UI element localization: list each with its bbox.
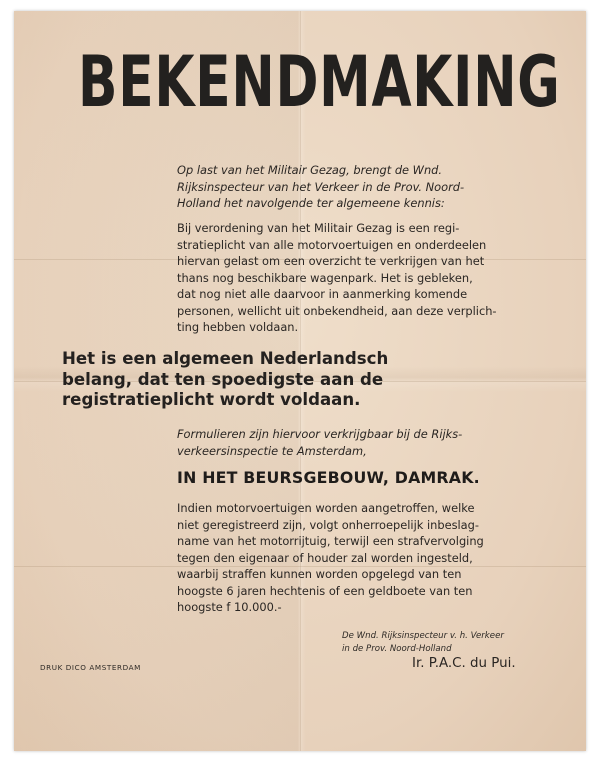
penalty-line: hoogste f 10.000.- [177, 600, 282, 614]
penalty-line: Indien motorvoertuigen worden aangetroffen, welke [177, 501, 475, 515]
regulation-line: Bij verordening van het Militair Gezag is een regi- [177, 221, 460, 235]
regulation-line: thans nog beschikbare wagenpark. Het is gebleken, [177, 270, 473, 285]
regulation-line: dat nog niet alle daarvoor in aanmerking komende [177, 287, 468, 301]
emphasis-line: Het is een algemeen Nederlandsch [62, 349, 389, 368]
regulation-line: ting hebben voldaan. [177, 320, 299, 334]
forms-line: Formulieren zijn hiervoor verkrijgbaar bij de Rijks- [177, 427, 463, 441]
penalty-line: tegen den eigenaar of houder zal worden ingesteld, [177, 550, 473, 565]
regulation-line: hiervan gelast om een overzicht te verkrijgen van het [177, 254, 485, 268]
poster-title: BEKENDMAKING [78, 41, 561, 123]
signatory-title-line: De Wnd. Rijksinspecteur v. h. Verkeer [342, 631, 504, 641]
emphasis-line: registratieplicht wordt voldaan. [62, 390, 361, 409]
signatory-title-line: in de Prov. Noord-Holland [342, 644, 452, 654]
forms-paragraph [177, 426, 527, 459]
regulation-line: stratieplicht van alle motorvoertuigen en onderdeelen [177, 237, 487, 252]
intro-line: Op last van het Militair Gezag, brengt de Wnd. [177, 163, 443, 177]
location-heading: IN HET BEURSGEBOUW, DAMRAK. [177, 468, 480, 487]
printer-credit: DRUK DICO AMSTERDAM [40, 663, 141, 672]
signatory-name: Ir. P.A.C. du Pui. [412, 656, 516, 671]
regulation-paragraph [177, 220, 527, 336]
penalty-line: hoogste 6 jaren hechtenis of een geldboete van ten [177, 583, 473, 598]
intro-line: Holland het navolgende ter algemeene kennis: [177, 196, 445, 210]
emphasis-statement [62, 349, 432, 411]
intro-line: Rijksinspecteur van het Verkeer in de Prov. Noord- [177, 179, 465, 194]
penalty-line: name van het motorrijtuig, terwijl een strafvervolging [177, 534, 484, 548]
regulation-line: personen, wellicht uit onbekendheid, aan deze verplich- [177, 303, 497, 318]
forms-line: verkeersinspectie te Amsterdam, [177, 443, 367, 458]
emphasis-line: belang, dat ten spoedigste aan de [62, 369, 384, 389]
intro-paragraph [177, 162, 527, 212]
signatory-title [342, 630, 542, 656]
penalty-line: niet geregistreerd zijn, volgt onherroepelijk inbeslag- [177, 517, 479, 532]
penalty-line: waarbij straffen kunnen worden opgelegd van ten [177, 567, 462, 581]
penalty-paragraph [177, 500, 527, 616]
